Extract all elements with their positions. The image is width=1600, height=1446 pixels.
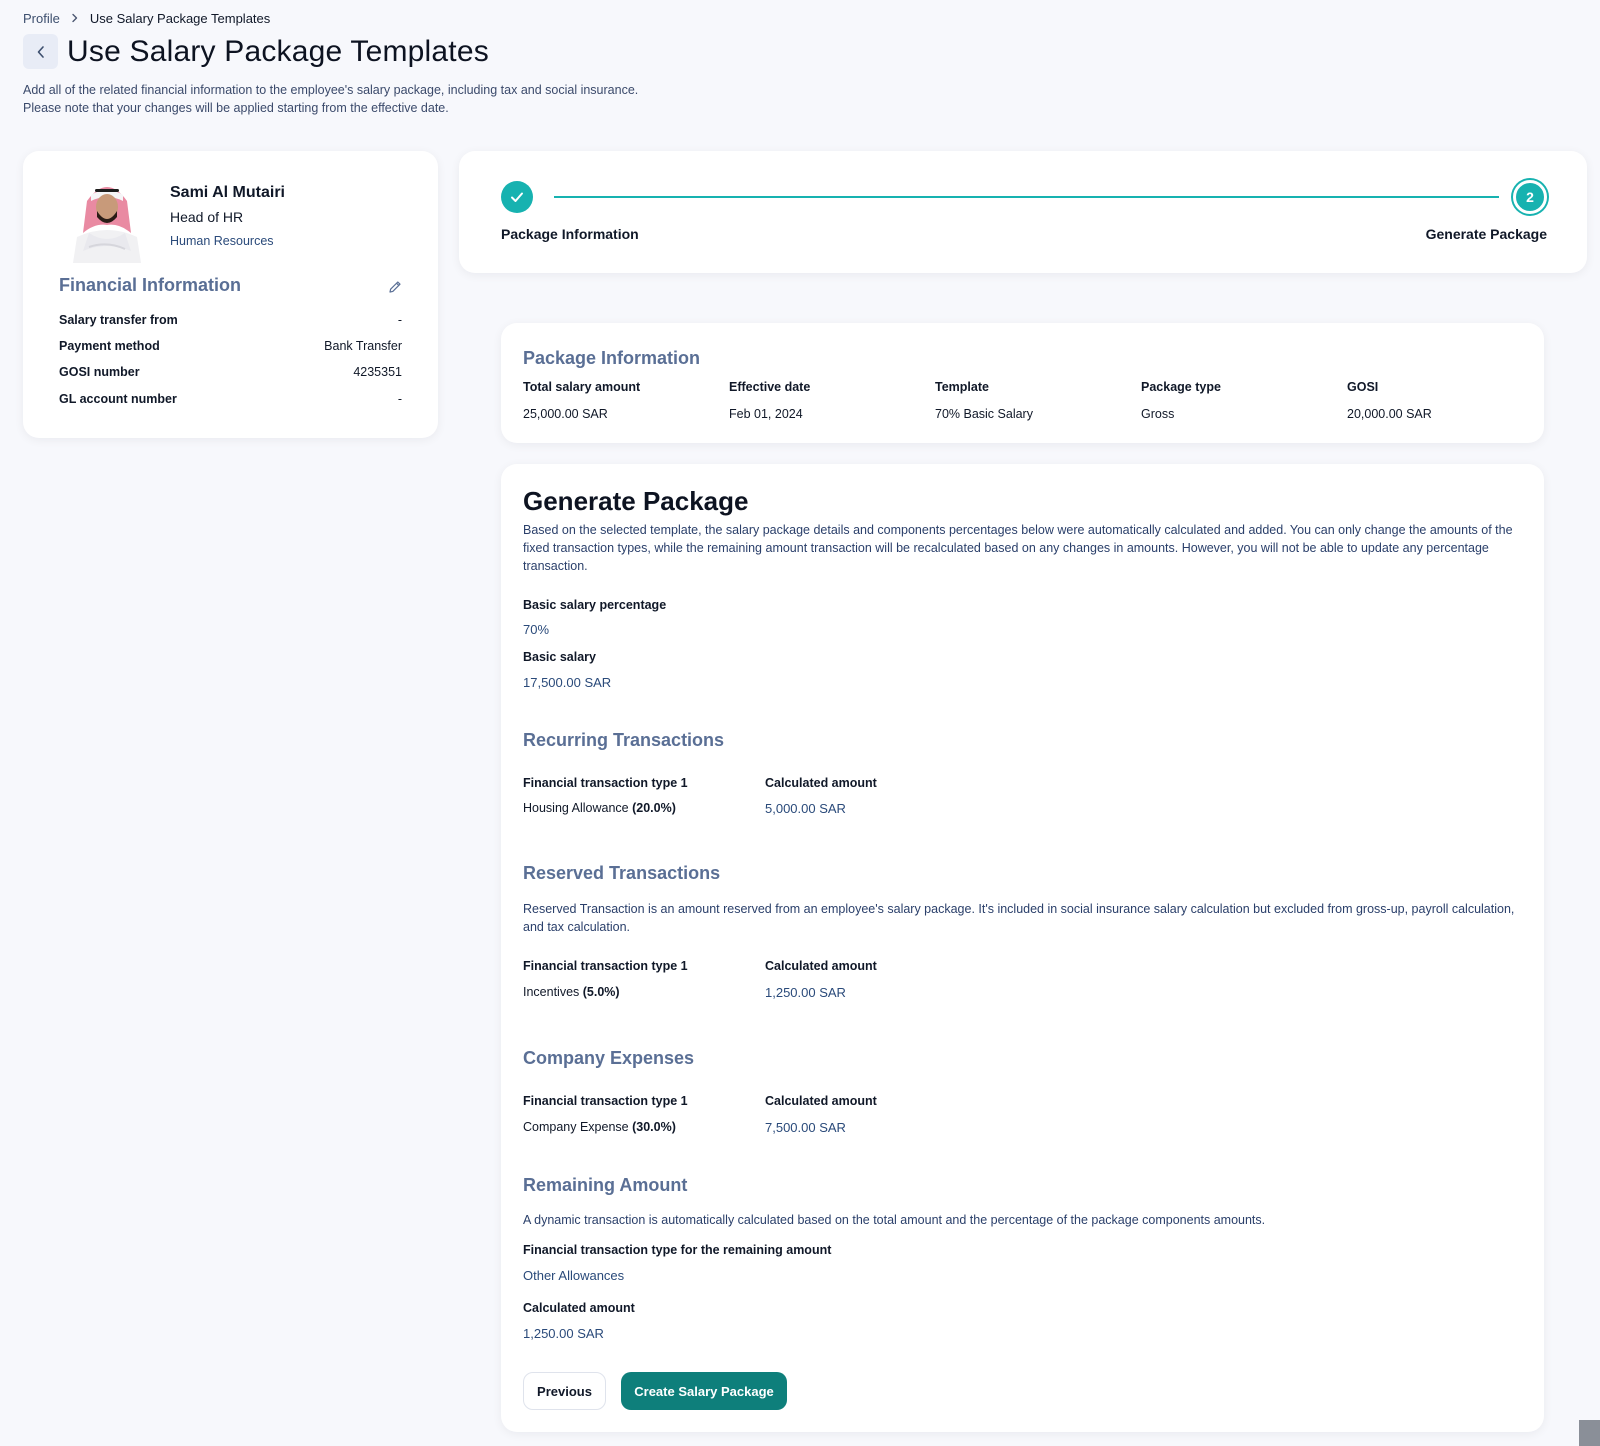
financial-row-payment-method <box>59 339 402 353</box>
transaction-type-label: Financial transaction type 1 <box>523 776 688 790</box>
financial-row-value: - <box>397 392 402 406</box>
avatar <box>67 171 147 263</box>
chevron-left-icon <box>35 45 47 59</box>
check-icon <box>509 189 525 205</box>
breadcrumb-link-profile[interactable]: Profile <box>23 11 60 26</box>
create-salary-package-button[interactable]: Create Salary Package <box>621 1372 787 1410</box>
calculated-amount-label: Calculated amount <box>765 776 877 790</box>
calculated-amount-value: 5,000.00 SAR <box>765 801 846 816</box>
financial-row-label: GOSI number <box>59 365 140 379</box>
transaction-type-name: Company Expense <box>523 1120 629 1134</box>
employee-name: Sami Al Mutairi <box>170 184 285 201</box>
transaction-type-name: Housing Allowance <box>523 801 629 815</box>
package-field-label: Total salary amount <box>523 380 641 394</box>
package-field-label: GOSI <box>1347 380 1379 394</box>
package-field-label: Package type <box>1141 380 1221 394</box>
back-button[interactable] <box>23 34 58 69</box>
basic-salary-label: Basic salary <box>523 650 596 664</box>
package-field-label: Effective date <box>729 380 811 394</box>
calculated-amount-label: Calculated amount <box>765 959 877 973</box>
recurring-transactions-title: Recurring Transactions <box>523 730 725 750</box>
financial-information-title: Financial Information <box>59 275 242 295</box>
package-field <box>523 380 640 421</box>
package-field-value: 70% Basic Salary <box>935 407 1033 421</box>
financial-row-salary-transfer <box>59 313 402 327</box>
calculated-amount-value: 1,250.00 SAR <box>765 985 846 1000</box>
section-title: Package Information <box>523 348 701 368</box>
step-label: Generate Package <box>1425 226 1547 242</box>
generate-package-card <box>501 464 1544 1432</box>
employee-department[interactable]: Human Resources <box>170 234 274 248</box>
financial-row-label: GL account number <box>59 392 177 406</box>
transaction-type-value <box>523 985 620 999</box>
remaining-type-value: Other Allowances <box>523 1268 625 1283</box>
title-row <box>23 34 489 69</box>
pencil-icon[interactable] <box>387 279 403 295</box>
remaining-amount-description: A dynamic transaction is automatically calculated based on the total amount and the percentage of the package components amounts. <box>523 1213 1266 1227</box>
financial-row-value: Bank Transfer <box>324 339 402 353</box>
scrollbar-thumb[interactable] <box>1579 1420 1600 1446</box>
transaction-type-value <box>523 1120 676 1134</box>
package-field-label: Template <box>935 380 989 394</box>
transaction-type-percentage: (30.0%) <box>632 1120 676 1134</box>
transaction-type-label: Financial transaction type 1 <box>523 959 688 973</box>
generate-package-title: Generate Package <box>523 486 749 516</box>
basic-salary-percentage-value: 70% <box>523 622 550 637</box>
page-description: Add all of the related financial information to the employee's salary package, including tax and social insurance. Please note that your changes will be applied starting from the effective date. <box>23 83 639 115</box>
package-field <box>1347 380 1432 421</box>
transaction-type-percentage: (20.0%) <box>632 801 676 815</box>
package-field <box>935 380 1033 421</box>
generate-package-description: Based on the selected template, the salary package details and components percentages below were automatically calculated and added. You can only change the amounts of the fixed transaction types, while the remaining amount transaction will be recalculated based on any changes in amounts. However, you will not be able to update any percentage transaction. <box>523 523 1513 573</box>
step-package-information[interactable] <box>501 181 533 213</box>
breadcrumb-current: Use Salary Package Templates <box>89 11 271 26</box>
package-field-value: Gross <box>1141 407 1175 421</box>
previous-button[interactable]: Previous <box>523 1372 606 1410</box>
package-field-value: Feb 01, 2024 <box>729 407 803 421</box>
financial-row-value: - <box>397 313 402 327</box>
basic-salary-value: 17,500.00 SAR <box>523 675 612 690</box>
financial-row-value: 4235351 <box>353 365 402 379</box>
package-field-value: 20,000.00 SAR <box>1347 407 1432 421</box>
employee-profile-card <box>23 151 438 438</box>
package-field <box>729 380 810 421</box>
remaining-amount-value: 1,250.00 SAR <box>523 1326 604 1341</box>
transaction-type-percentage: (5.0%) <box>582 985 620 999</box>
remaining-type-label: Financial transaction type for the remaining amount <box>523 1243 832 1257</box>
employee-role: Head of HR <box>170 209 244 225</box>
page-title: Use Salary Package Templates <box>67 34 489 68</box>
stepper <box>459 151 1587 273</box>
remaining-amount-title: Remaining Amount <box>523 1175 688 1195</box>
company-expenses-title: Company Expenses <box>523 1048 695 1068</box>
reserved-transactions-description: Reserved Transaction is an amount reserved from an employee's salary package. It's included in social insurance salary calculation but excluded from gross-up, payroll calculation, and tax calculation. <box>523 902 1515 934</box>
remaining-amount-label: Calculated amount <box>523 1301 635 1315</box>
chevron-right-icon <box>70 12 80 26</box>
step-label: Package Information <box>501 226 639 242</box>
reserved-transactions-title: Reserved Transactions <box>523 863 721 883</box>
financial-row-label: Payment method <box>59 339 160 353</box>
financial-row-gl-account <box>59 392 402 406</box>
financial-row-gosi-number <box>59 365 402 379</box>
package-field <box>1141 380 1221 421</box>
breadcrumb <box>23 11 270 26</box>
transaction-type-value <box>523 801 676 815</box>
calculated-amount-value: 7,500.00 SAR <box>765 1120 846 1135</box>
package-information-card <box>501 323 1544 443</box>
step-connector <box>554 196 1499 198</box>
step-generate-package[interactable]: 2 <box>1513 180 1547 214</box>
basic-salary-percentage-label: Basic salary percentage <box>523 598 667 612</box>
financial-row-label: Salary transfer from <box>59 313 178 327</box>
calculated-amount-label: Calculated amount <box>765 1094 877 1108</box>
package-field-value: 25,000.00 SAR <box>523 407 608 421</box>
transaction-type-name: Incentives <box>523 985 580 999</box>
transaction-type-label: Financial transaction type 1 <box>523 1094 688 1108</box>
